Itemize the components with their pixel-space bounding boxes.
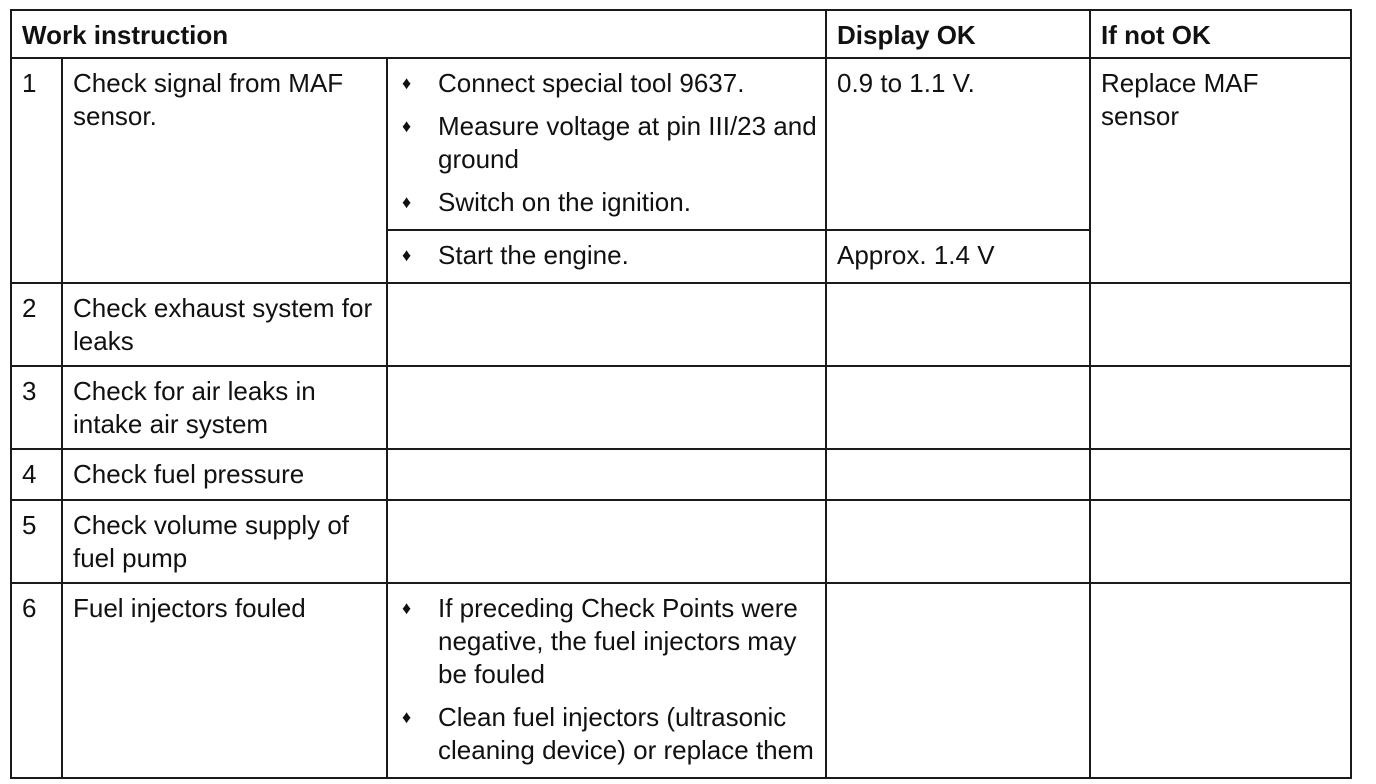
row-steps [387,366,826,449]
row-if-not-ok [1090,366,1351,449]
row-number: 1 [11,58,62,283]
work-instruction-table [10,9,1352,779]
header-work-instruction: Work instruction [11,10,826,58]
diamond-bullet-icon: ♦ [402,245,412,265]
row-number: 6 [11,583,62,778]
table-row [11,583,1351,778]
step-text: Start the engine. [438,240,629,270]
diamond-bullet-icon: ♦ [402,116,412,136]
list-item [402,239,817,272]
row-steps [387,283,826,366]
list-item [402,67,817,100]
table-row [11,58,1351,230]
header-if-not-ok: If not OK [1090,10,1351,58]
step-text: Switch on the ignition. [438,187,691,217]
table-row [11,500,1351,583]
table-row [11,449,1351,500]
row-if-not-ok [1090,500,1351,583]
step-text: Connect special tool 9637. [438,68,745,98]
row-number: 3 [11,366,62,449]
row-steps [387,230,826,283]
list-item [402,110,817,176]
list-item [402,186,817,219]
row-number: 2 [11,283,62,366]
table-header-row [11,10,1351,58]
step-text: Clean fuel injectors (ultrasonic cleaning device) or replace them [438,702,814,765]
header-display-ok: Display OK [826,10,1090,58]
diamond-bullet-icon: ♦ [402,707,412,727]
row-display-ok: Approx. 1.4 V [826,230,1090,283]
diamond-bullet-icon: ♦ [402,598,412,618]
row-steps [387,500,826,583]
row-steps [387,58,826,230]
row-number: 4 [11,449,62,500]
list-item [402,701,817,767]
row-if-not-ok [1090,583,1351,778]
row-display-ok [826,500,1090,583]
row-display-ok [826,449,1090,500]
diamond-bullet-icon: ♦ [402,73,412,93]
row-task: Check fuel pressure [62,449,387,500]
row-task: Check for air leaks in intake air system [62,366,387,449]
list-item [402,592,817,691]
step-text: Measure voltage at pin III/23 and ground [438,111,817,174]
row-if-not-ok: Replace MAF sensor [1090,58,1351,283]
row-number: 5 [11,500,62,583]
diamond-bullet-icon: ♦ [402,192,412,212]
row-task: Check exhaust system for leaks [62,283,387,366]
table-row [11,366,1351,449]
row-task: Fuel injectors fouled [62,583,387,778]
row-display-ok [826,283,1090,366]
step-text: If preceding Check Points were negative, the fuel injectors may be fouled [438,593,798,689]
row-if-not-ok [1090,283,1351,366]
row-if-not-ok [1090,449,1351,500]
row-steps [387,449,826,500]
row-display-ok: 0.9 to 1.1 V. [826,58,1090,230]
row-task: Check volume supply of fuel pump [62,500,387,583]
row-task: Check signal from MAF sensor. [62,58,387,283]
row-display-ok [826,366,1090,449]
row-display-ok [826,583,1090,778]
table-row [11,283,1351,366]
row-steps [387,583,826,778]
